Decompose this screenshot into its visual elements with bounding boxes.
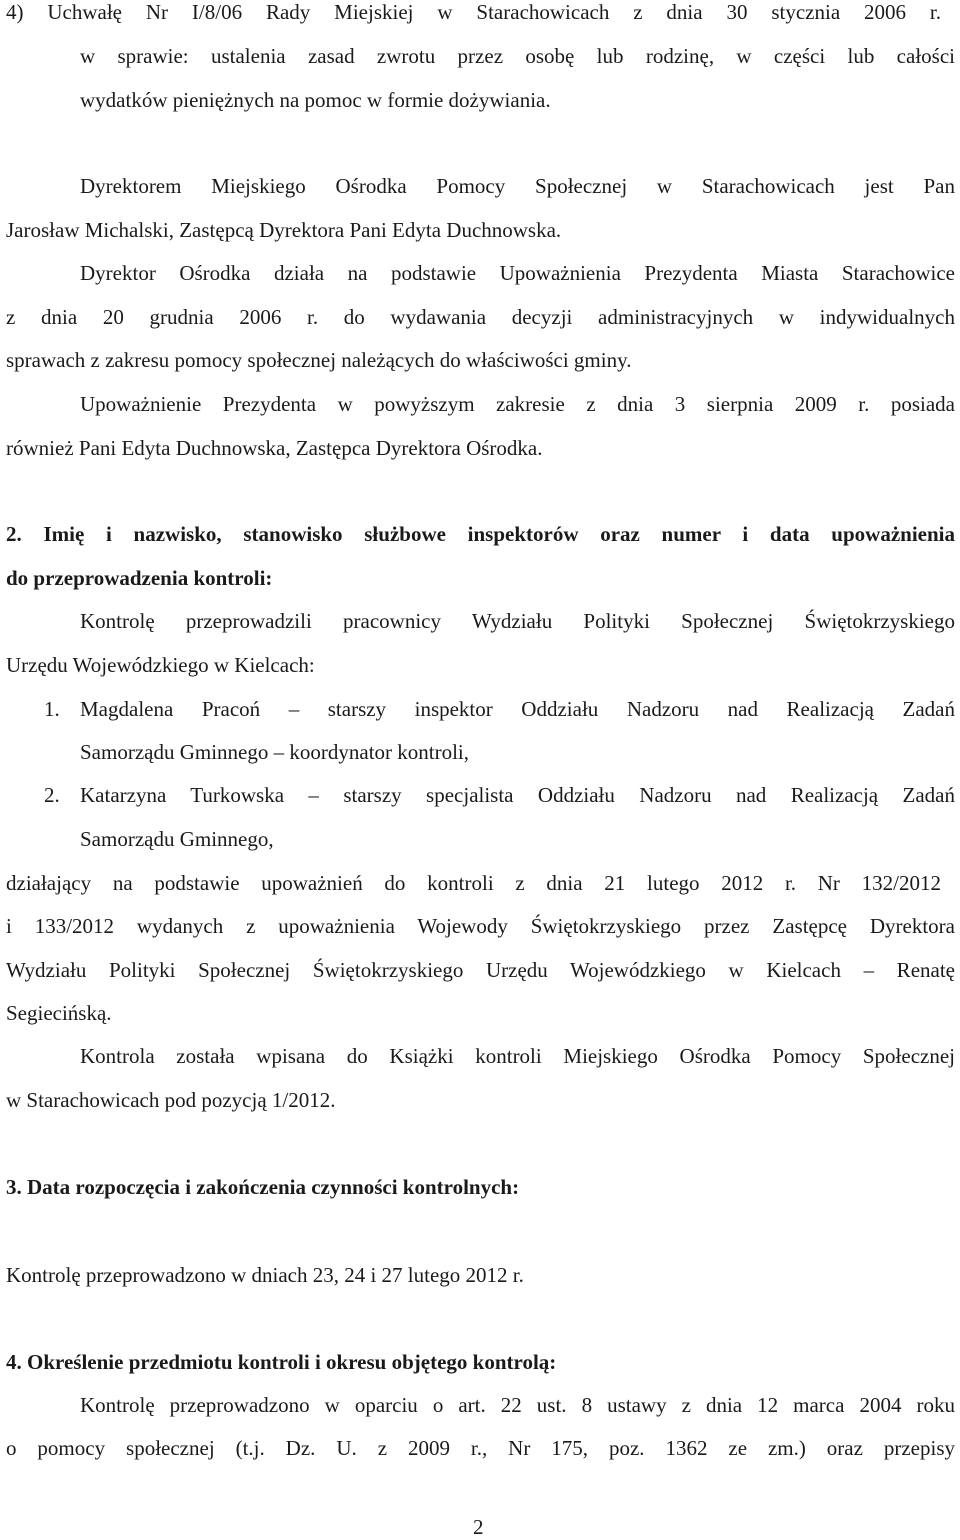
section-4-line-1: Kontrolę przeprowadzono w oparciu o art. 22 ust. 8 ustawy z dnia 12 marca 2004 roku [80, 1393, 955, 1417]
basis-line-2: i 133/2012 wydanych z upoważnienia Wojewody Świętokrzyskiego przez Zastępcę Dyrektora [6, 914, 955, 938]
director-line-1: Dyrektorem Miejskiego Ośrodka Pomocy Społecznej w Starachowicach jest Pan [80, 174, 955, 198]
inspector-2-line-2: Samorządu Gminnego, [80, 827, 274, 851]
director-line-2: Jarosław Michalski, Zastępcą Dyrektora Pani Edyta Duchnowska. [6, 218, 562, 242]
authorization-deputy-line-1: Upoważnienie Prezydenta w powyższym zakresie z dnia 3 sierpnia 2009 r. posiada [80, 392, 955, 416]
authorization-line-2: z dnia 20 grudnia 2006 r. do wydawania decyzji administracyjnych w indywidualnych [6, 305, 955, 329]
authorization-deputy-line-2: również Pani Edyta Duchnowska, Zastępca Dyrektora Ośrodka. [6, 436, 543, 460]
item-4-line-2: w sprawie: ustalenia zasad zwrotu przez osobę lub rodzinę, w części lub całości [80, 44, 955, 68]
inspector-1-line-1: Magdalena Pracoń – starszy inspektor Oddziału Nadzoru nad Realizacją Zadań [80, 697, 955, 721]
section-3-text: Kontrolę przeprowadzono w dniach 23, 24 i 27 lutego 2012 r. [6, 1263, 524, 1287]
book-line-1: Kontrola została wpisana do Książki kontroli Miejskiego Ośrodka Pomocy Społecznej [80, 1044, 955, 1068]
basis-line-4: Segiecińską. [6, 1001, 112, 1025]
basis-line-3: Wydziału Polityki Społecznej Świętokrzyskiego Urzędu Wojewódzkiego w Kielcach – Renatę [6, 958, 955, 982]
page-number: 2 [473, 1515, 484, 1539]
section-2-heading-line-1: 2. Imię i nazwisko, stanowisko służbowe inspektorów oraz numer i data upoważnienia [6, 522, 955, 546]
section-4-heading: 4. Określenie przedmiotu kontroli i okresu objętego kontrolą: [6, 1350, 557, 1374]
item-4-line-3: wydatków pieniężnych na pomoc w formie dożywiania. [80, 88, 551, 112]
book-line-2: w Starachowicach pod pozycją 1/2012. [6, 1088, 336, 1112]
section-2-intro-line-1: Kontrolę przeprowadzili pracownicy Wydziału Polityki Społecznej Świętokrzyskiego [80, 609, 955, 633]
section-2-intro-line-2: Urzędu Wojewódzkiego w Kielcach: [6, 653, 315, 677]
inspector-2-line-1: Katarzyna Turkowska – starszy specjalista Oddziału Nadzoru nad Realizacją Zadań [80, 783, 955, 807]
item-4-line-1: 4) Uchwałę Nr I/8/06 Rady Miejskiej w Starachowicach z dnia 30 stycznia 2006 r. [6, 0, 941, 24]
basis-line-1: działający na podstawie upoważnień do kontroli z dnia 21 lutego 2012 r. Nr 132/2012 [6, 871, 941, 895]
inspector-1-number: 1. [44, 697, 60, 721]
section-3-heading: 3. Data rozpoczęcia i zakończenia czynności kontrolnych: [6, 1175, 520, 1199]
authorization-line-1: Dyrektor Ośrodka działa na podstawie Upoważnienia Prezydenta Miasta Starachowice [80, 261, 955, 285]
section-2-heading-line-2: do przeprowadzenia kontroli: [6, 566, 273, 590]
section-4-line-2: o pomocy społecznej (t.j. Dz. U. z 2009 r., Nr 175, poz. 1362 ze zm.) oraz przepisy [6, 1436, 955, 1460]
inspector-1-line-2: Samorządu Gminnego – koordynator kontroli, [80, 740, 470, 764]
inspector-2-number: 2. [44, 783, 60, 807]
authorization-line-3: sprawach z zakresu pomocy społecznej należących do właściwości gminy. [6, 348, 632, 372]
